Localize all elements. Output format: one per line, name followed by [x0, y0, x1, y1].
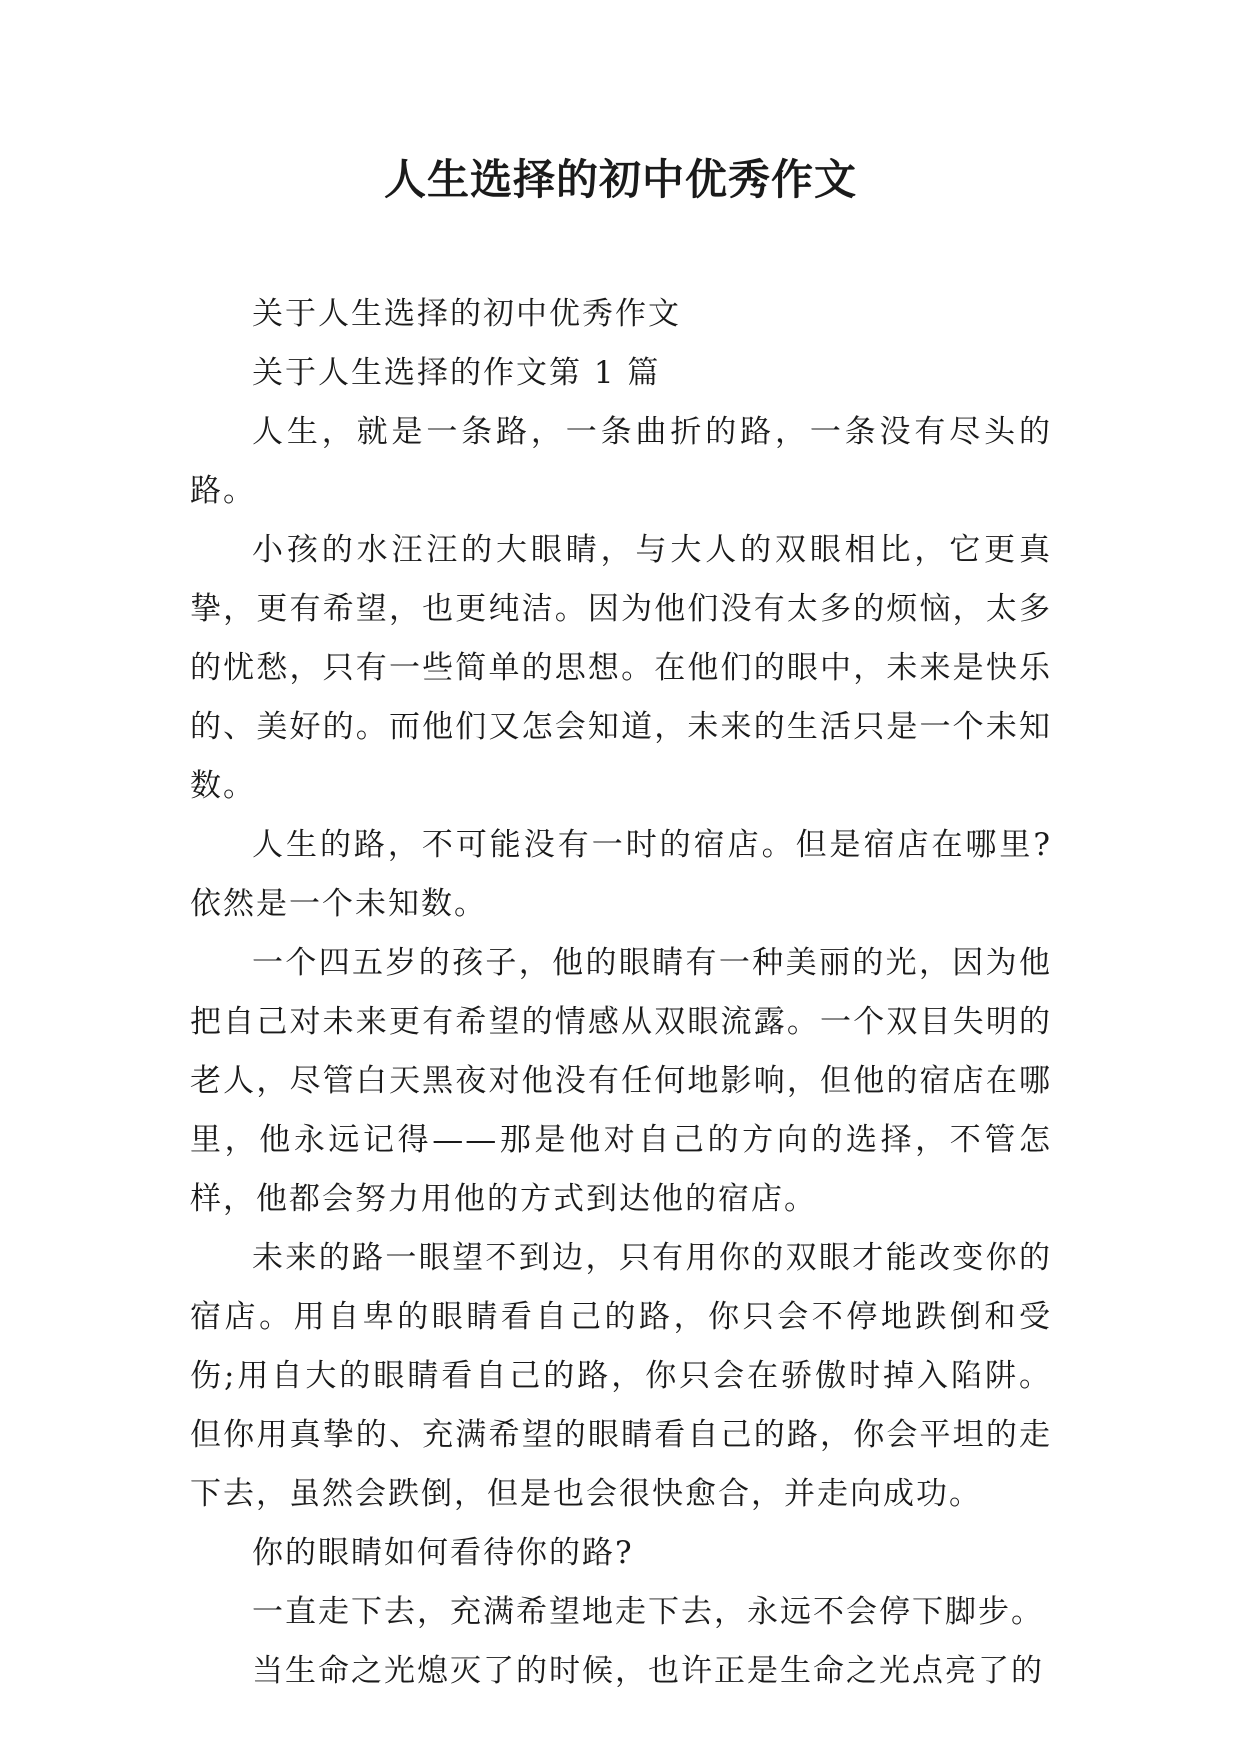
- paragraph: 关于人生选择的初中优秀作文: [252, 296, 681, 332]
- paragraph: 一直走下去，充满希望地走下去，永远不会停下脚步。: [252, 1594, 1044, 1630]
- paragraph: 当生命之光熄灭了的时候，也许正是生命之光点亮了的: [252, 1653, 1044, 1689]
- paragraph: 你的眼睛如何看待你的路?: [252, 1535, 634, 1571]
- paragraph: 一个四五岁的孩子，他的眼睛有一种美丽的光，因为他把自己对未来更有希望的情感从双眼流露。一个双目失明的老人，尽管白天黑夜对他没有任何地影响，但他的宿店在哪里，他永远记得——那是他对自己的方向的选择，不管怎样，他都会努力用他的方式到达他的宿店。: [190, 945, 1052, 1217]
- document-body: [190, 285, 1052, 1701]
- paragraph: 小孩的水汪汪的大眼睛，与大人的双眼相比，它更真挚，更有希望，也更纯洁。因为他们没有太多的烦恼，太多的忧愁，只有一些简单的思想。在他们的眼中，未来是快乐的、美好的。而他们又怎会知道，未来的生活只是一个未知数。: [190, 532, 1052, 804]
- paragraph: 关于人生选择的作文第 1 篇: [252, 355, 661, 391]
- paragraph: 人生的路，不可能没有一时的宿店。但是宿店在哪里?依然是一个未知数。: [190, 827, 1052, 922]
- paragraph: 未来的路一眼望不到边，只有用你的双眼才能改变你的宿店。用自卑的眼睛看自己的路，你只会不停地跌倒和受伤;用自大的眼睛看自己的路，你只会在骄傲时掉入陷阱。但你用真挚的、充满希望的眼睛看自己的路，你会平坦的走下去，虽然会跌倒，但是也会很快愈合，并走向成功。: [190, 1240, 1052, 1512]
- paragraph: 人生，就是一条路，一条曲折的路，一条没有尽头的路。: [190, 414, 1052, 509]
- document-title: 人生选择的初中优秀作文: [383, 155, 857, 204]
